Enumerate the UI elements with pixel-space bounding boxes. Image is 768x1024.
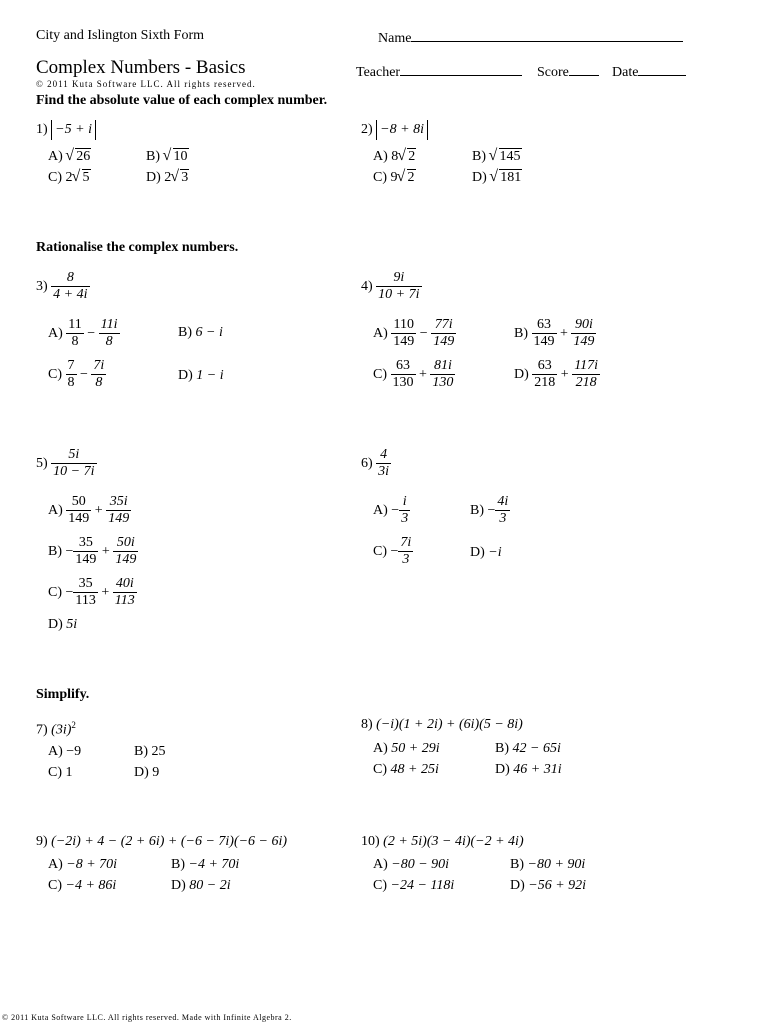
school-name: City and Islington Sixth Form [36, 28, 205, 43]
teacher-label: Teacher [356, 65, 401, 80]
question-number: 4) [361, 278, 373, 294]
question-expression: (2 + 5i)(3 − 4i)(−2 + 4i) [383, 834, 524, 849]
choice-a[interactable]: A) −80 − 90i [373, 857, 450, 872]
question-9 [36, 834, 287, 850]
question-number: 5) [36, 455, 48, 471]
choice-b[interactable]: B) −4 + 70i [171, 857, 240, 872]
choice-b[interactable]: B) − $\frac{4i}{3}$ [470, 494, 509, 526]
teacher-field[interactable] [356, 62, 522, 81]
date-line [638, 62, 686, 76]
choice-b[interactable]: B) $\frac{63}{149}$ + $\frac{90i}{149}$ [514, 317, 595, 349]
question-expression: (3i) [51, 722, 72, 738]
choice-c[interactable]: C) $\frac{7}{8}$ − $\frac{7i}{8}$ [48, 358, 105, 390]
choice-b[interactable]: B) − $\frac{35}{149}$ + $\frac{50i}{149}$ [48, 535, 137, 567]
choice-c[interactable]: C) 48 + 25i [373, 762, 439, 777]
choice-a[interactable]: A) √ 26 [48, 149, 91, 165]
choice-c[interactable]: C) $\frac{63}{130}$ + $\frac{81i}{130}$ [373, 358, 454, 390]
question-number: 8) [361, 717, 373, 732]
choice-d[interactable]: D) 80 − 2i [171, 878, 231, 893]
choice-a[interactable]: A) 8√ 2 [373, 149, 416, 165]
choice-a[interactable]: A) 50 + 29i [373, 741, 440, 756]
choice-a[interactable]: A) $\frac{110}{149}$ − $\frac{77i}{149}$ [373, 317, 455, 349]
question-expression: (−i)(1 + 2i) + (6i)(5 − 8i) [376, 717, 523, 732]
question-1 [36, 120, 96, 140]
choice-d[interactable]: D) $\frac{63}{218}$ + $\frac{117i}{218}$ [514, 358, 599, 390]
name-label: Name [378, 31, 412, 46]
question-2 [361, 120, 428, 140]
question-4 [361, 270, 422, 303]
question-fraction: $\frac{5i}{10 - 7i}$ [53, 447, 95, 479]
section-heading-absolute-value: Find the absolute value of each complex number. [36, 93, 328, 108]
choice-b[interactable]: B) 42 − 65i [495, 741, 561, 756]
question-number: 7) [36, 722, 48, 738]
section-heading-rationalise: Rationalise the complex numbers. [36, 240, 239, 255]
name-line [411, 28, 683, 42]
choice-c[interactable]: C) 1 [48, 765, 73, 780]
question-number: 10) [361, 834, 380, 849]
question-expression: (−2i) + 4 − (2 + 6i) + (−6 − 7i)(−6 − 6i) [51, 834, 288, 849]
choice-d[interactable]: D) 46 + 31i [495, 762, 562, 777]
question-7: 7) $(3i)^2$ [36, 720, 76, 738]
choice-c[interactable]: C) − $\frac{35}{113}$ + $\frac{40i}{113}$ [48, 576, 135, 608]
choice-b[interactable]: B) 6 − i [178, 325, 223, 340]
date-label: Date [612, 65, 639, 80]
choice-d[interactable]: D) −i [470, 545, 502, 560]
choice-d[interactable]: D) 1 − i [178, 368, 224, 383]
copyright: © 2011 Kuta Software LLC. All rights reserved. [36, 79, 256, 89]
choice-b[interactable]: B) √ 145 [472, 149, 522, 165]
question-number: 6) [361, 455, 373, 471]
choice-a[interactable]: A) −8 + 70i [48, 857, 118, 872]
score-line [569, 62, 599, 76]
question-fraction: $\frac{4}{3i}$ [378, 447, 390, 479]
choice-a[interactable]: A) $\frac{11}{8}$ − $\frac{11i}{8}$ [48, 317, 118, 349]
choice-c[interactable]: C) −4 + 86i [48, 878, 117, 893]
choice-d[interactable]: D) 9 [134, 765, 160, 780]
choice-d[interactable]: D) 2√ 3 [146, 170, 189, 186]
teacher-line [400, 62, 522, 76]
question-6 [361, 447, 391, 480]
choice-a[interactable]: A) $\frac{50}{149}$ + $\frac{35i}{149}$ [48, 494, 130, 526]
choice-b[interactable]: B) √ 10 [146, 149, 189, 165]
choice-c[interactable]: C) −24 − 118i [373, 878, 455, 893]
question-number: 9) [36, 834, 48, 849]
choice-d[interactable]: D) 5i [48, 617, 78, 632]
worksheet-title: Complex Numbers - Basics [36, 57, 246, 78]
choice-d[interactable]: D) √ 181 [472, 170, 522, 186]
question-expression: −5 + i [51, 120, 96, 140]
choice-a[interactable]: A) −9 [48, 744, 82, 759]
question-fraction: $\frac{9i}{10 + 7i}$ [378, 270, 420, 302]
name-field[interactable] [378, 28, 683, 47]
score-label: Score [537, 65, 569, 80]
choice-a[interactable]: A) − $\frac{i}{3}$ [373, 494, 409, 526]
choice-d[interactable]: D) −56 + 92i [510, 878, 587, 893]
question-5 [36, 447, 97, 480]
question-10 [361, 834, 524, 850]
footer-copyright: © 2011 Kuta Software LLC. All rights reserved. Made with Infinite Algebra 2. [2, 1013, 292, 1022]
choice-b[interactable]: B) −80 + 90i [510, 857, 586, 872]
choice-c[interactable]: C) − $\frac{7i}{3}$ [373, 535, 412, 567]
choice-c[interactable]: C) 2√ 5 [48, 170, 91, 186]
question-number: 3) [36, 278, 48, 294]
question-expression: −8 + 8i [376, 120, 428, 140]
question-number: 2) [361, 122, 373, 137]
date-field[interactable] [612, 62, 686, 81]
question-3 [36, 270, 90, 303]
score-field[interactable] [537, 62, 599, 81]
question-fraction: $\frac{8}{4 + 4i}$ [53, 270, 88, 302]
choice-b[interactable]: B) 25 [134, 744, 166, 759]
choice-c[interactable]: C) 9√ 2 [373, 170, 416, 186]
question-8 [361, 717, 523, 733]
question-number: 1) [36, 122, 48, 137]
section-heading-simplify: Simplify. [36, 687, 90, 702]
